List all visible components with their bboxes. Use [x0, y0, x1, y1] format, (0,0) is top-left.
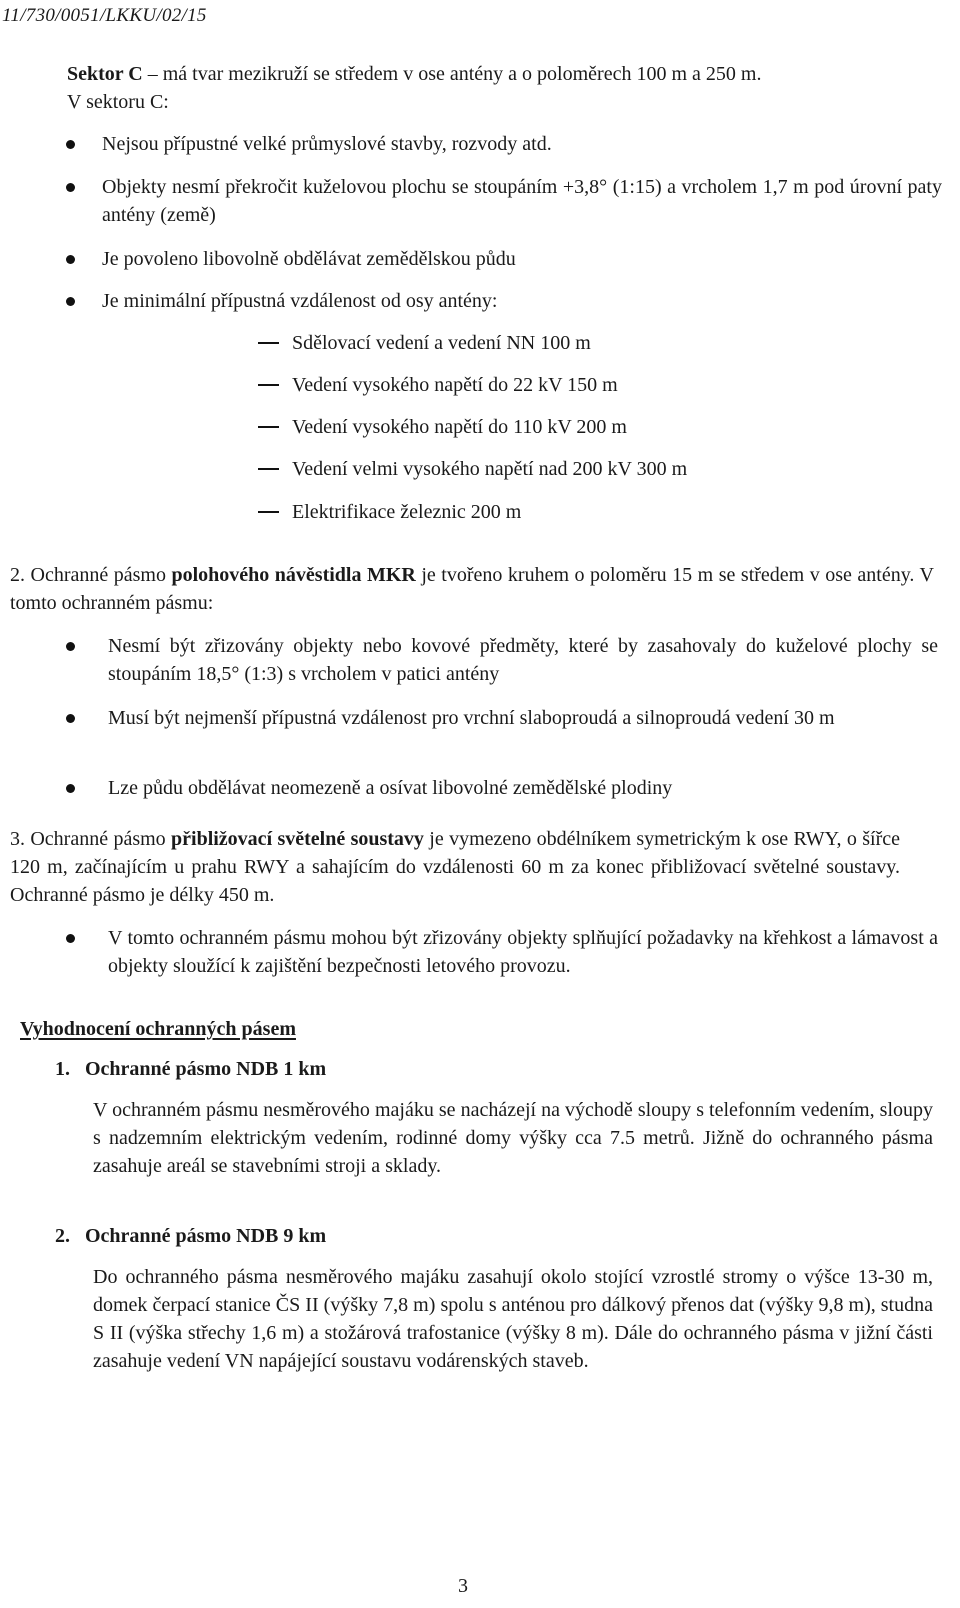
sector-c-subheading: V sektoru C:: [67, 91, 169, 113]
item-3-text-end: je vymezeno obdélníkem symetrickým k ose RWY, o šířce 120 m, začínajícím u prahu RWY a sahajícím do vzdálenosti 60 m za konec přibližovací světelné soustavy. Ochranné pásmo je délky 450 m.: [10, 828, 900, 906]
item-2-paragraph: [10, 561, 934, 617]
document-reference: 11/730/0051/LKKU/02/15: [2, 5, 207, 26]
sector-c-label: Sektor C: [67, 63, 143, 85]
section-2-title: Ochranné pásmo NDB 9 km: [85, 1225, 327, 1247]
item-2-bullet-3: Lze půdu obdělávat neomezeně a osívat libovolné zemědělské plodiny: [108, 777, 673, 799]
item-3-text-start: Ochranné pásmo: [25, 828, 172, 850]
bullet-dot: [66, 140, 75, 149]
section-1-number: 1.: [55, 1058, 70, 1080]
item-3-number: 3.: [10, 828, 25, 850]
distance-item-1: Sdělovací vedení a vedení NN 100 m: [292, 332, 591, 354]
bullet-dot: [66, 784, 75, 793]
sector-c-intro: [67, 60, 947, 116]
item-2-text-end: je tvořeno kruhem o poloměru 15 m se středem v ose antény. V tomto ochranném pásmu:: [10, 564, 935, 614]
sector-c-description: – má tvar mezikruží se středem v ose antény a o poloměrech 100 m a 250 m.: [142, 63, 762, 85]
evaluation-section-2-heading: [55, 1222, 326, 1250]
dash-marker: [258, 468, 279, 470]
item-2-text-start: Ochranné pásmo: [25, 564, 172, 586]
section-1-title: Ochranné pásmo NDB 1 km: [85, 1058, 327, 1080]
bullet-dot: [66, 255, 75, 264]
item-2-number: 2.: [10, 564, 25, 586]
item-2-bullet-2: Musí být nejmenší přípustná vzdálenost pro vrchní slaboproudá a silnoproudá vedení 30 m: [108, 707, 835, 729]
page-number: 3: [458, 1575, 468, 1597]
dash-marker: [258, 342, 279, 344]
distance-item-4: Vedení velmi vysokého napětí nad 200 kV 300 m: [292, 458, 688, 480]
evaluation-section-1-text: V ochranném pásmu nesměrového majáku se nacházejí na východě sloupy s telefonním vedením, sloupy s nadzemním elektrickým vedením, rodinné domy výšky cca 7.5 metrů. Jižně do ochranného pásma zasahuje areál se stavebními stroji a sklady.: [93, 1099, 933, 1177]
sector-c-bullet-2: Objekty nesmí překročit kuželovou plochu se stoupáním +3,8° (1:15) a vrcholem 1,7 m pod úrovní paty antény (země): [102, 176, 942, 226]
distance-item-3: Vedení vysokého napětí do 110 kV 200 m: [292, 416, 627, 438]
bullet-dot: [66, 183, 75, 192]
sector-c-bullet-3: Je povoleno libovolně obdělávat zemědělskou půdu: [102, 248, 516, 270]
item-3-paragraph: [10, 825, 900, 909]
distance-item-5: Elektrifikace železnic 200 m: [292, 501, 522, 523]
item-3-bold-term: přibližovací světelné soustavy: [171, 828, 424, 850]
sector-c-bullet-4: Je minimální přípustná vzdálenost od osy antény:: [102, 290, 498, 312]
dash-marker: [258, 511, 279, 513]
distance-item-2: Vedení vysokého napětí do 22 kV 150 m: [292, 374, 618, 396]
dash-marker: [258, 426, 279, 428]
bullet-dot: [66, 934, 75, 943]
section-2-number: 2.: [55, 1225, 70, 1247]
evaluation-section-2-text: Do ochranného pásma nesměrového majáku zasahují okolo stojící vzrostlé stromy o výšce 13-30 m, domek čerpací stanice ČS II (výšky 7,8 m) spolu s anténou pro dálkový přenos dat (výšky 9,8 m), studna S II (výška střechy 1,6 m) a stožárová trafostanice (výšky 8 m). Dále do ochranného pásma v jižní části zasahuje vedení VN napájející soustavu vodárenských staveb.: [93, 1266, 933, 1372]
bullet-dot: [66, 297, 75, 306]
bullet-dot: [66, 642, 75, 651]
bullet-dot: [66, 714, 75, 723]
evaluation-heading: Vyhodnocení ochranných pásem: [20, 1018, 296, 1040]
sector-c-bullet-1: Nejsou přípustné velké průmyslové stavby, rozvody atd.: [102, 133, 552, 155]
evaluation-section-1-heading: [55, 1055, 326, 1083]
item-2-bold-term: polohového návěstidla MKR: [171, 564, 416, 586]
item-2-bullet-1: Nesmí být zřizovány objekty nebo kovové předměty, které by zasahovaly do kuželové plochy se stoupáním 18,5° (1:3) s vrcholem v patici antény: [108, 635, 938, 685]
dash-marker: [258, 384, 279, 386]
item-3-bullet: V tomto ochranném pásmu mohou být zřizovány objekty splňující požadavky na křehkost a lámavost a objekty sloužící k zajištění bezpečnosti letového provozu.: [108, 927, 938, 977]
